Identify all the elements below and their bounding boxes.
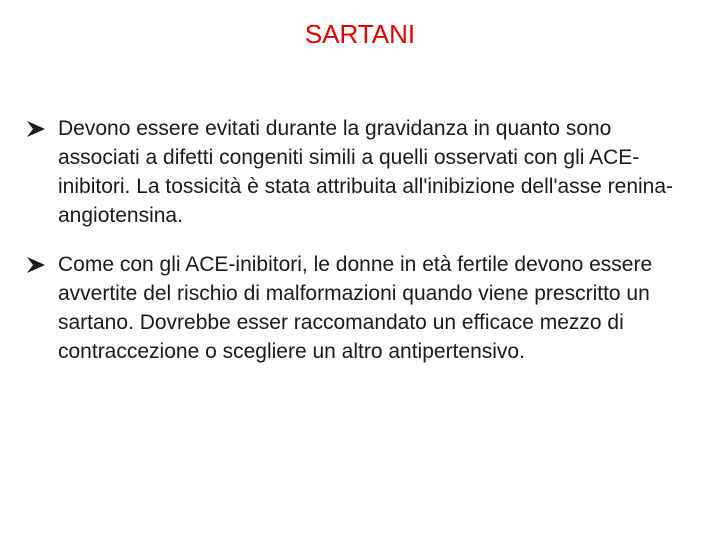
arrowhead-bullet-icon	[26, 120, 46, 138]
slide-title: SARTANI	[304, 19, 416, 49]
bullet-list	[24, 114, 694, 386]
bullet-text: Come con gli ACE-inibitori, le donne in età fertile devono essere avvertite del rischio di malformazioni quando viene prescritto un sartano. Dovrebbe esser raccomandato un efficace mezzo di contraccezione o scegliere un altro antipertensivo.	[58, 253, 653, 363]
bullet-item	[24, 114, 694, 230]
arrowhead-bullet-icon	[26, 256, 46, 274]
bullet-item	[24, 250, 694, 366]
bullet-text: Devono essere evitati durante la gravidanza in quanto sono associati a difetti congeniti simili a quelli osservati con gli ACE-inibitori. La tossicità è stata attribuita all'inibizione dell'asse renina-angiotensina.	[58, 117, 674, 227]
